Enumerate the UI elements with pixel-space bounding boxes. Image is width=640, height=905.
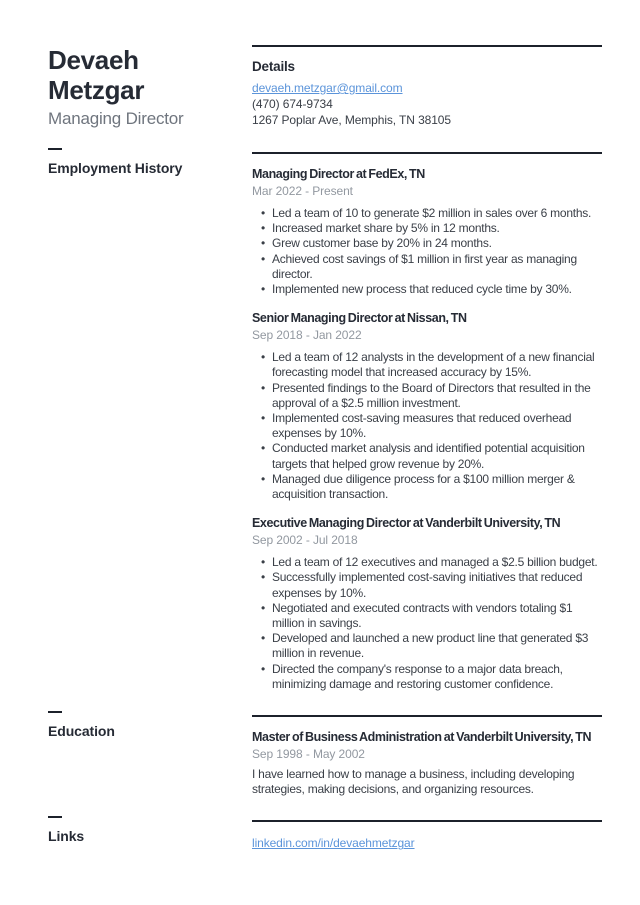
links-label-block	[48, 820, 252, 845]
employment-label-block	[48, 152, 252, 177]
job-bullet: • Achieved cost savings of $1 million in first year as managing director.	[252, 252, 602, 282]
job-bullet: • Led a team of 12 executives and managed a $2.5 billion budget.	[252, 555, 602, 570]
details-heading: Details	[252, 59, 295, 74]
job-bullet: • Led a team of 10 to generate $2 million in sales over 6 months.	[252, 206, 602, 221]
job-bullet: • Implemented new process that reduced cycle time by 30%.	[252, 282, 602, 297]
education-entry	[252, 729, 602, 797]
job-bullet-list	[252, 350, 602, 502]
links-section	[48, 820, 602, 852]
education-section	[48, 715, 602, 797]
job-title: Executive Managing Director at Vanderbilt University, TN	[252, 516, 561, 531]
job-bullet: • Successfully implemented cost-saving initiatives that reduced expenses by 10%.	[252, 570, 602, 600]
employment-content	[252, 152, 602, 692]
person-job-title: Managing Director	[48, 109, 184, 128]
job-dates: Sep 2018 - Jan 2022	[252, 328, 362, 343]
person-name	[48, 45, 228, 105]
header-section	[48, 45, 602, 129]
email-link[interactable]: devaeh.metzgar@gmail.com	[252, 81, 403, 95]
job-bullet: • Presented findings to the Board of Directors that resulted in the approval of a $2.5 million investment.	[252, 381, 602, 411]
employment-section	[48, 152, 602, 692]
degree-description: I have learned how to manage a business, including developing strategies, making decisions, and organizing resources.	[252, 767, 575, 797]
job-dates: Sep 2002 - Jul 2018	[252, 533, 358, 548]
section-label-education: Education	[48, 723, 115, 740]
links-content	[252, 820, 602, 852]
job-bullet: • Grew customer base by 20% in 24 months.	[252, 236, 602, 251]
job-bullet: • Negotiated and executed contracts with vendors totaling $1 million in savings.	[252, 601, 602, 631]
job-bullet: • Implemented cost-saving measures that reduced overhead expenses by 10%.	[252, 411, 602, 441]
degree-dates: Sep 1998 - May 2002	[252, 747, 365, 762]
job-bullet: • Managed due diligence process for a $100 million merger & acquisition transaction.	[252, 472, 602, 502]
job-entry	[252, 166, 602, 297]
section-dash	[48, 816, 62, 818]
section-label-employment: Employment History	[48, 160, 183, 176]
job-bullet: • Led a team of 12 analysts in the development of a new financial forecasting model that increased accuracy by 15%.	[252, 350, 602, 380]
job-bullet: • Developed and launched a new product line that generated $3 million in revenue.	[252, 631, 602, 661]
street-address: 1267 Poplar Ave, Memphis, TN 38105	[252, 112, 451, 127]
person-name-line1: Devaeh	[48, 45, 139, 75]
job-bullet-list	[252, 555, 602, 692]
name-block	[48, 45, 252, 129]
phone-number: (470) 674-9734	[252, 97, 333, 111]
degree-title: Master of Business Administration at Vanderbilt University, TN	[252, 730, 592, 745]
education-content	[252, 715, 602, 797]
section-label-links: Links	[48, 828, 85, 845]
linkedin-link[interactable]: linkedin.com/in/devaehmetzgar	[252, 836, 415, 851]
section-dash	[48, 711, 62, 713]
section-dash	[48, 148, 62, 150]
job-title: Senior Managing Director at Nissan, TN	[252, 311, 467, 326]
job-dates: Mar 2022 - Present	[252, 184, 353, 198]
job-bullet: • Directed the company's response to a major data breach, minimizing damage and restoring customer confidence.	[252, 662, 602, 692]
job-entry	[252, 310, 602, 502]
education-label-block	[48, 715, 252, 740]
details-panel	[252, 45, 602, 128]
person-name-line2: Metzgar	[48, 75, 145, 105]
job-bullet: • Increased market share by 5% in 12 months.	[252, 221, 602, 236]
job-title: Managing Director at FedEx, TN	[252, 167, 425, 181]
job-bullet-list	[252, 206, 602, 297]
job-bullet: • Conducted market analysis and identified potential acquisition targets that helped grow revenue by 20%.	[252, 441, 602, 471]
job-entry	[252, 515, 602, 692]
